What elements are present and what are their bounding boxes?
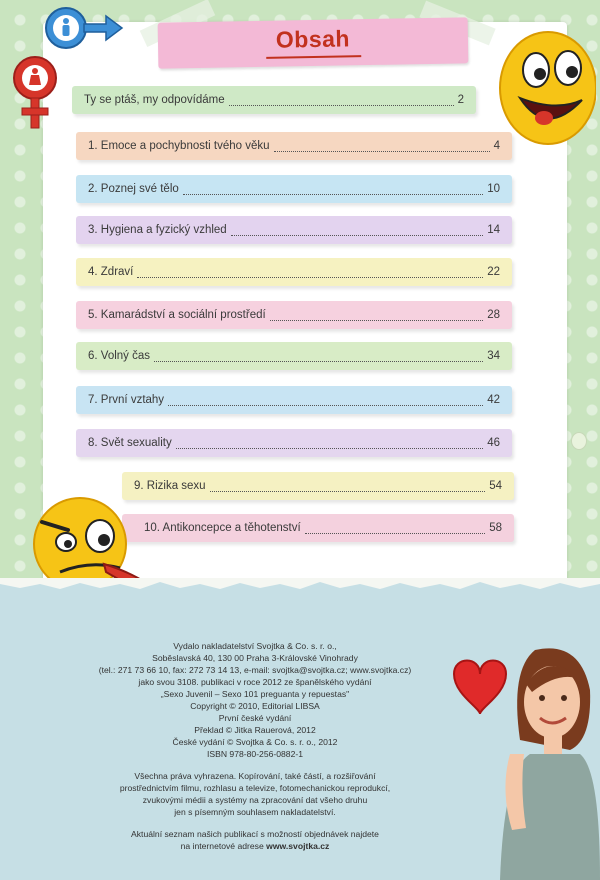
toc-label: 6. Volný čas [88,350,151,362]
imprint-line: České vydání © Svojtka & Co. s. r. o., 2012 [172,737,338,747]
toc-row[interactable] [72,86,476,114]
imprint-line: Překlad © Jitka Rauerová, 2012 [194,725,316,735]
toc-page: 54 [489,480,502,492]
website-link[interactable]: www.svojtka.cz [266,841,330,851]
toc-page: 14 [487,224,500,236]
toc-label: 7. První vztahy [88,394,165,406]
toc-row[interactable] [76,216,512,244]
toc-row[interactable] [76,132,512,160]
toc-page: 42 [487,394,500,406]
laughing-smiley-icon [493,26,596,152]
toc-label: Ty se ptáš, my odpovídáme [84,94,225,106]
toc-label: 5. Kamarádství a sociální prostředí [88,309,266,321]
imprint-line: První české vydání [218,713,292,723]
toc-label: 9. Rizika sexu [134,480,206,492]
publications-url-line: na internetové adrese www.svojtka.cz [180,841,330,851]
binder-hole [571,432,587,450]
rights-line: Všechna práva vyhrazena. Kopírování, také částí, a rozšiřování [134,771,376,781]
toc-label: 3. Hygiena a fyzický vzhled [88,224,227,236]
imprint-line: „Sexo Juvenil – Sexo 101 preguanta y repuestas" [160,689,350,699]
imprint-line: Soběslavská 40, 130 00 Praha 3-Královské Vinohrady [152,653,358,663]
imprint-line: Copyright © 2010, Editorial LIBSA [190,701,320,711]
toc-label: 8. Svět sexuality [88,437,172,449]
imprint-line: Vydalo nakladatelství Svojtka & Co. s. r. o., [173,641,337,651]
imprint-block [90,640,420,852]
toc-row[interactable] [76,301,512,329]
title-underline [266,55,361,59]
rights-line: jen s písemným souhlasem nakladatelství. [174,807,336,817]
toc-row[interactable] [76,386,512,414]
toc-label: 4. Zdraví [88,266,134,278]
toc-page: 34 [487,350,500,362]
publications-line: Aktuální seznam našich publikací s možností objednávek najdete [131,829,379,839]
title-tab [158,17,469,68]
girl-with-heart-illustration [440,630,600,880]
toc-page: 4 [493,140,500,152]
imprint-line: ISBN 978-80-256-0882-1 [206,749,304,759]
page-title: Obsah [275,25,351,53]
female-symbol-icon [4,52,66,132]
toc-row[interactable] [122,514,514,542]
toc-row[interactable] [76,175,512,203]
toc-page: 58 [489,522,502,534]
torn-paper-edge [0,578,600,592]
toc-page: 28 [487,309,500,321]
heart-icon [454,661,506,715]
rights-line: zvukovými médii a systémy na zpracování dat všeho druhu [142,795,368,805]
imprint-line: jako svou 3108. publikaci v roce 2012 ze španělského vydání [138,677,372,687]
toc-label: 2. Poznej své tělo [88,183,179,195]
rights-line: prostřednictvím filmu, rozhlasu a televize, fotomechanickou reprodukcí, [119,783,391,793]
male-symbol-icon [40,4,126,56]
toc-label: 1. Emoce a pochybnosti tvého věku [88,140,270,152]
toc-row[interactable] [122,472,514,500]
toc-page: 22 [487,266,500,278]
toc-page: 46 [487,437,500,449]
toc-page: 2 [457,94,464,106]
toc-row[interactable] [76,258,512,286]
toc-page: 10 [487,183,500,195]
toc-row[interactable] [76,342,512,370]
imprint-line: (tel.: 271 73 66 10, fax: 272 73 14 13, e-mail: svojtka@svojtka.cz; www.svojtka.cz) [98,665,412,675]
toc-label: 10. Antikoncepce a těhotenství [144,522,301,534]
toc-row[interactable] [76,429,512,457]
